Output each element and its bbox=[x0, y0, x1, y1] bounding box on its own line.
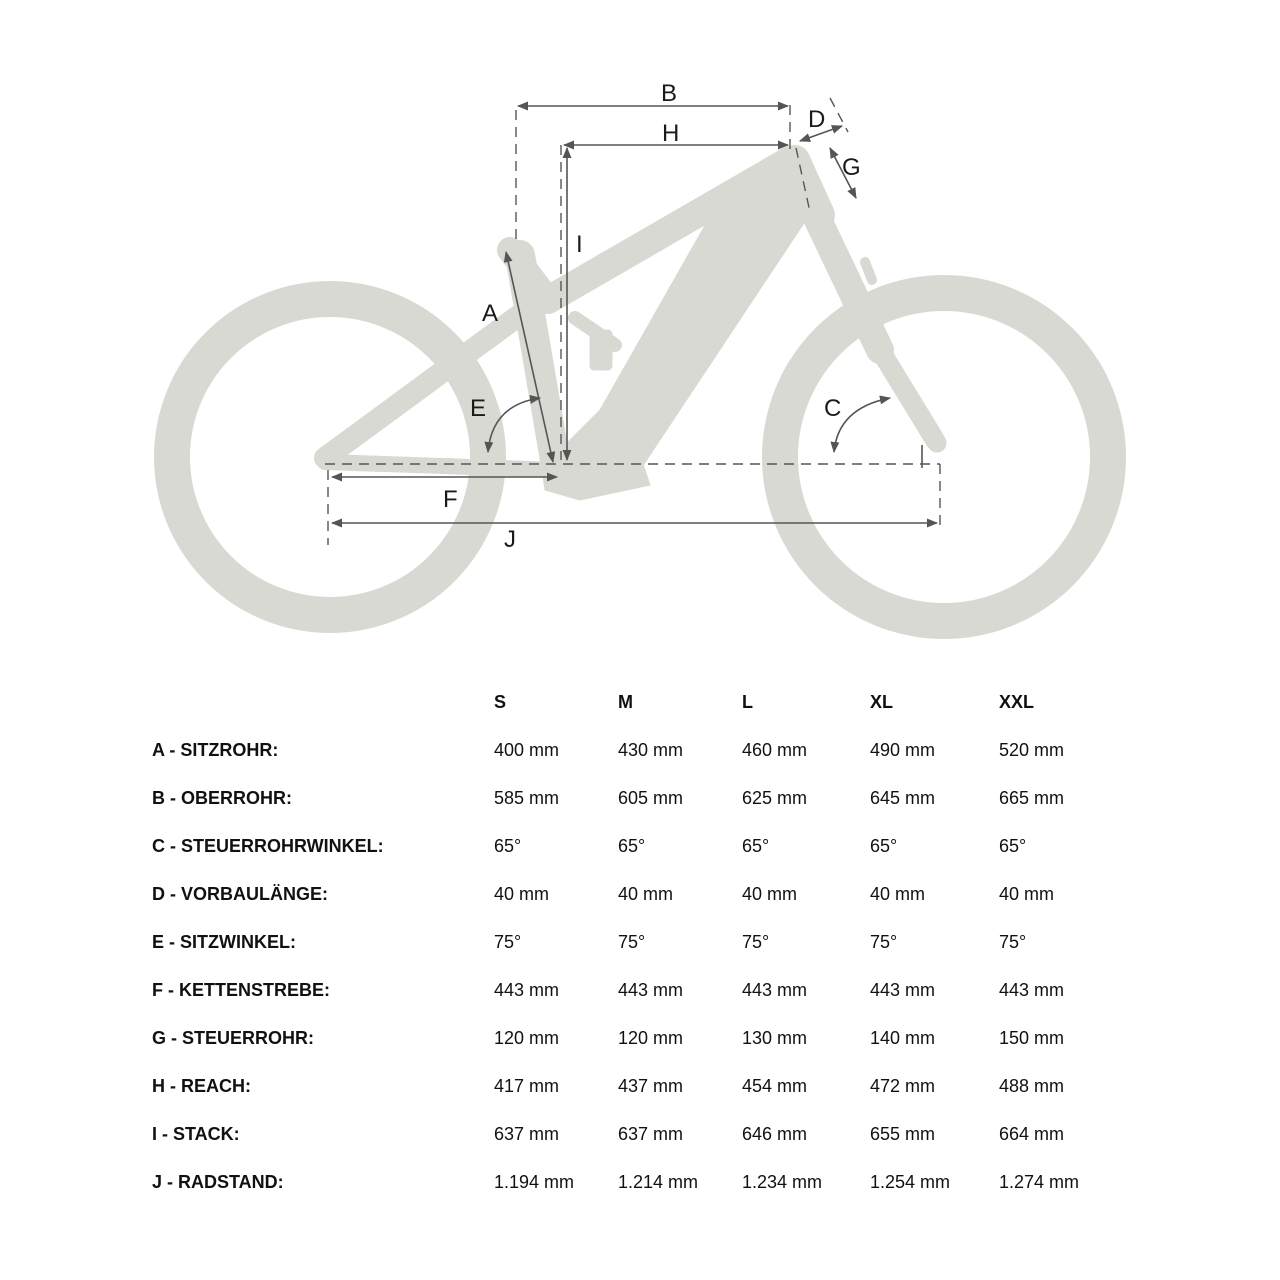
table-row bbox=[152, 730, 1132, 778]
label-d: D bbox=[808, 106, 826, 133]
value-cell: 443 mm bbox=[618, 980, 684, 1000]
value-cell: 400 mm bbox=[494, 740, 560, 760]
table-row bbox=[152, 874, 1132, 922]
value-cell: 40 mm bbox=[618, 884, 674, 904]
value-cell: 75° bbox=[618, 932, 646, 952]
value-cell: 460 mm bbox=[742, 740, 808, 760]
label-h: H bbox=[662, 120, 680, 147]
value-cell: 417 mm bbox=[494, 1076, 560, 1096]
row-label: E - SITZWINKEL: bbox=[152, 932, 296, 952]
label-g: G bbox=[842, 154, 861, 181]
row-label: F - KETTENSTREBE: bbox=[152, 980, 330, 1000]
value-cell: 40 mm bbox=[999, 884, 1055, 904]
value-cell: 1.214 mm bbox=[618, 1172, 699, 1192]
row-label: D - VORBAULÄNGE: bbox=[152, 884, 328, 904]
value-cell: 585 mm bbox=[494, 788, 560, 808]
row-label: A - SITZROHR: bbox=[152, 740, 279, 760]
geometry-table bbox=[152, 682, 1132, 1210]
value-cell: 40 mm bbox=[742, 884, 798, 904]
front-wheel bbox=[780, 293, 1108, 621]
size-header-l: L bbox=[742, 692, 753, 712]
size-header-xl: XL bbox=[870, 692, 894, 712]
value-cell: 646 mm bbox=[742, 1124, 808, 1144]
value-cell: 472 mm bbox=[870, 1076, 936, 1096]
table-row bbox=[152, 922, 1132, 970]
value-cell: 637 mm bbox=[494, 1124, 560, 1144]
label-e: E bbox=[470, 395, 487, 422]
value-cell: 120 mm bbox=[618, 1028, 684, 1048]
table-row bbox=[152, 1114, 1132, 1162]
value-cell: 65° bbox=[618, 836, 646, 856]
table-row bbox=[152, 1066, 1132, 1114]
value-cell: 625 mm bbox=[742, 788, 808, 808]
label-b: B bbox=[661, 80, 678, 107]
size-header-xxl: XXL bbox=[999, 692, 1035, 712]
row-label: G - STEUERROHR: bbox=[152, 1028, 314, 1048]
row-label: I - STACK: bbox=[152, 1124, 240, 1144]
angle-c-arc bbox=[834, 398, 890, 452]
value-cell: 454 mm bbox=[742, 1076, 808, 1096]
table-row bbox=[152, 970, 1132, 1018]
value-cell: 443 mm bbox=[494, 980, 560, 1000]
row-label: J - RADSTAND: bbox=[152, 1172, 284, 1192]
value-cell: 637 mm bbox=[618, 1124, 684, 1144]
value-cell: 65° bbox=[494, 836, 522, 856]
size-header-m: M bbox=[618, 692, 633, 712]
value-cell: 443 mm bbox=[870, 980, 936, 1000]
value-cell: 443 mm bbox=[742, 980, 808, 1000]
table-row bbox=[152, 1018, 1132, 1066]
table-row bbox=[152, 778, 1132, 826]
value-cell: 645 mm bbox=[870, 788, 936, 808]
value-cell: 665 mm bbox=[999, 788, 1065, 808]
value-cell: 75° bbox=[494, 932, 522, 952]
value-cell: 120 mm bbox=[494, 1028, 560, 1048]
value-cell: 1.194 mm bbox=[494, 1172, 575, 1192]
size-header-s: S bbox=[494, 692, 507, 712]
value-cell: 664 mm bbox=[999, 1124, 1065, 1144]
table-row bbox=[152, 826, 1132, 874]
label-a: A bbox=[482, 300, 499, 327]
value-cell: 75° bbox=[870, 932, 898, 952]
value-cell: 75° bbox=[742, 932, 770, 952]
value-cell: 443 mm bbox=[999, 980, 1065, 1000]
label-j: J bbox=[504, 526, 516, 553]
value-cell: 1.234 mm bbox=[742, 1172, 823, 1192]
value-cell: 430 mm bbox=[618, 740, 684, 760]
value-cell: 655 mm bbox=[870, 1124, 936, 1144]
value-cell: 40 mm bbox=[494, 884, 550, 904]
value-cell: 40 mm bbox=[870, 884, 926, 904]
value-cell: 488 mm bbox=[999, 1076, 1065, 1096]
value-cell: 1.274 mm bbox=[999, 1172, 1080, 1192]
value-cell: 75° bbox=[999, 932, 1027, 952]
value-cell: 150 mm bbox=[999, 1028, 1065, 1048]
value-cell: 1.254 mm bbox=[870, 1172, 951, 1192]
table-row bbox=[152, 1162, 1132, 1210]
value-cell: 437 mm bbox=[618, 1076, 684, 1096]
table-header-row bbox=[152, 682, 1132, 730]
row-label: B - OBERROHR: bbox=[152, 788, 292, 808]
value-cell: 65° bbox=[742, 836, 770, 856]
value-cell: 605 mm bbox=[618, 788, 684, 808]
value-cell: 140 mm bbox=[870, 1028, 936, 1048]
label-c: C bbox=[824, 395, 842, 422]
row-label: C - STEUERROHRWINKEL: bbox=[152, 836, 384, 856]
value-cell: 520 mm bbox=[999, 740, 1065, 760]
value-cell: 490 mm bbox=[870, 740, 936, 760]
row-label: H - REACH: bbox=[152, 1076, 251, 1096]
label-f: F bbox=[443, 486, 458, 513]
value-cell: 65° bbox=[999, 836, 1027, 856]
label-i: I bbox=[576, 231, 583, 258]
value-cell: 130 mm bbox=[742, 1028, 808, 1048]
value-cell: 65° bbox=[870, 836, 898, 856]
